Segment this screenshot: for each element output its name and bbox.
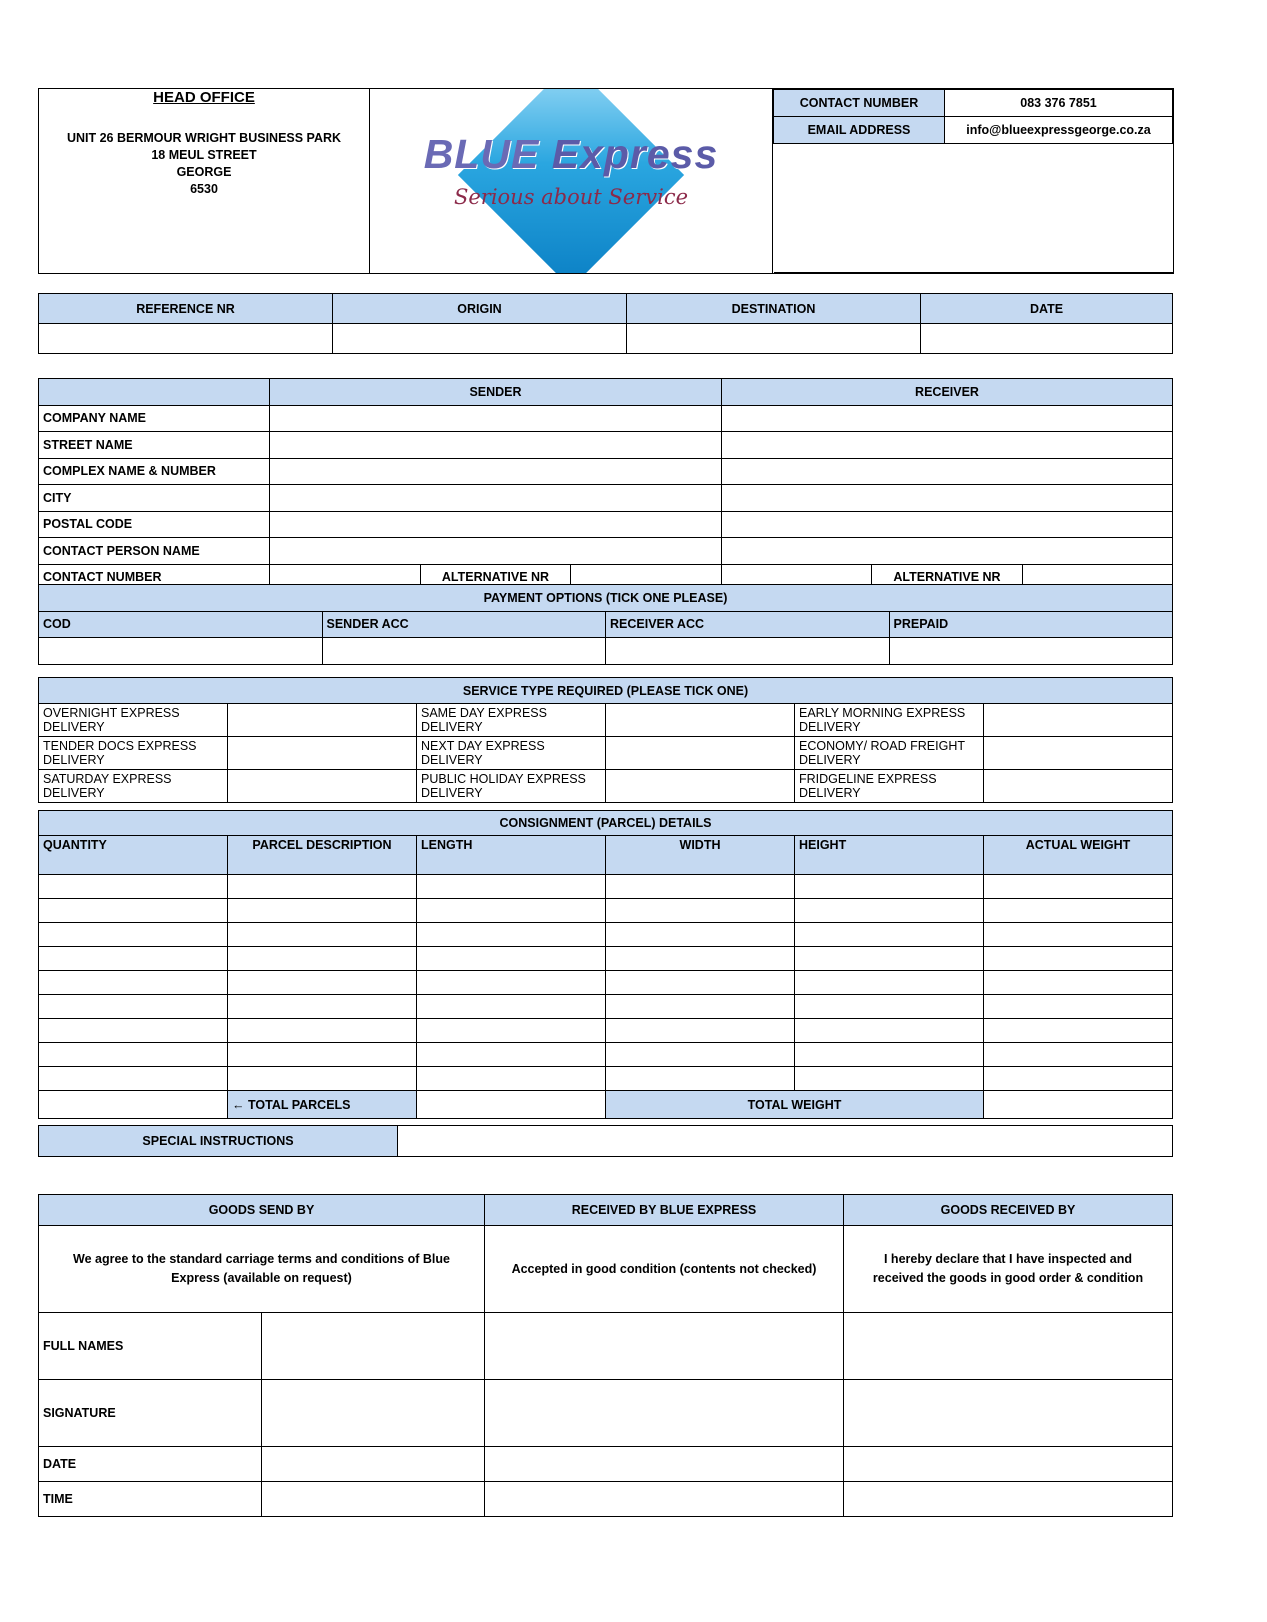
cell-width[interactable] <box>606 971 795 995</box>
cell-length[interactable] <box>417 995 606 1019</box>
logo-brand-secondary: Express <box>551 131 719 177</box>
sender-postal-code-field[interactable] <box>270 511 722 538</box>
cell-length[interactable] <box>417 947 606 971</box>
parties-header-row <box>39 379 1173 406</box>
table-row <box>39 1067 1173 1091</box>
service-economy-tickbox[interactable] <box>984 737 1173 770</box>
head-office-block <box>39 89 370 274</box>
company-name-row <box>39 405 1173 432</box>
payment-option-sender-acc-label: SENDER ACC <box>322 611 606 638</box>
cell-length[interactable] <box>417 1067 606 1091</box>
cell-width[interactable] <box>606 1019 795 1043</box>
reference-nr-field[interactable] <box>39 324 333 354</box>
payment-label-row <box>39 611 1173 638</box>
cell-description[interactable] <box>228 1019 417 1043</box>
origin-header: ORIGIN <box>333 294 627 324</box>
column-height: HEIGHT <box>795 836 984 875</box>
parties-section <box>38 378 1173 591</box>
address-line-3: GEORGE <box>176 165 232 179</box>
column-width: WIDTH <box>606 836 795 875</box>
cell-actual-weight[interactable] <box>984 923 1173 947</box>
address-line-1: UNIT 26 BERMOUR WRIGHT BUSINESS PARK <box>66 131 342 145</box>
origin-field[interactable] <box>333 324 627 354</box>
sender-city-field[interactable] <box>270 485 722 512</box>
cell-quantity[interactable] <box>39 899 228 923</box>
full-names-sender-field[interactable] <box>262 1313 485 1380</box>
logo-wordmark <box>370 131 772 178</box>
table-row <box>39 1043 1173 1067</box>
contact-block <box>773 89 1174 274</box>
payment-title: PAYMENT OPTIONS (TICK ONE PLEASE) <box>39 585 1173 612</box>
cell-length[interactable] <box>417 875 606 899</box>
cell-quantity[interactable] <box>39 995 228 1019</box>
column-length: LENGTH <box>417 836 606 875</box>
cell-height[interactable] <box>795 1043 984 1067</box>
cell-length[interactable] <box>417 923 606 947</box>
cell-actual-weight[interactable] <box>984 971 1173 995</box>
service-economy-label: ECONOMY/ ROAD FREIGHT DELIVERY <box>795 737 984 770</box>
cell-height[interactable] <box>795 923 984 947</box>
cell-height[interactable] <box>795 1019 984 1043</box>
service-overnight-tickbox[interactable] <box>228 704 417 737</box>
goods-received-by-terms: I hereby declare that I have inspected and received the goods in good order & condition <box>844 1226 1173 1313</box>
column-parcel-description: PARCEL DESCRIPTION <box>228 836 417 875</box>
head-office-title: HEAD OFFICE <box>153 89 255 106</box>
postal-code-label: POSTAL CODE <box>39 511 270 538</box>
cell-actual-weight[interactable] <box>984 899 1173 923</box>
contact-number-label: CONTACT NUMBER <box>774 90 945 117</box>
received-by-blue-express-terms: Accepted in good condition (contents not checked) <box>485 1226 844 1313</box>
address-line-4: 6530 <box>190 182 218 196</box>
reference-nr-header: REFERENCE NR <box>39 294 333 324</box>
payment-title-row <box>39 585 1173 612</box>
contact-person-label: CONTACT PERSON NAME <box>39 538 270 565</box>
signature-header-row <box>39 1195 1173 1226</box>
table-row <box>39 923 1173 947</box>
goods-received-by-header: GOODS RECEIVED BY <box>844 1195 1173 1226</box>
cell-height[interactable] <box>795 1067 984 1091</box>
payment-receiver-acc-tickbox[interactable] <box>606 638 890 665</box>
cell-width[interactable] <box>606 947 795 971</box>
total-parcels-value[interactable] <box>39 1091 228 1119</box>
street-name-label: STREET NAME <box>39 432 270 459</box>
cell-height[interactable] <box>795 947 984 971</box>
cell-description[interactable] <box>228 875 417 899</box>
service-next-day-tickbox[interactable] <box>606 737 795 770</box>
logo-brand-primary: BLUE <box>423 131 540 177</box>
sender-company-name-field[interactable] <box>270 405 722 432</box>
cell-actual-weight[interactable] <box>984 995 1173 1019</box>
service-title: SERVICE TYPE REQUIRED (PLEASE TICK ONE) <box>39 678 1173 704</box>
consignment-section <box>38 810 1173 1119</box>
cell-quantity[interactable] <box>39 1067 228 1091</box>
contact-number-row <box>774 90 1173 117</box>
sender-header: SENDER <box>270 379 722 406</box>
date-receiver-field[interactable] <box>844 1447 1173 1482</box>
cell-description[interactable] <box>228 971 417 995</box>
service-tender-docs-label: TENDER DOCS EXPRESS DELIVERY <box>39 737 228 770</box>
receiver-company-name-field[interactable] <box>722 405 1173 432</box>
table-row <box>39 995 1173 1019</box>
cell-description[interactable] <box>228 1043 417 1067</box>
cell-width[interactable] <box>606 875 795 899</box>
cell-actual-weight[interactable] <box>984 947 1173 971</box>
service-public-holiday-label: PUBLIC HOLIDAY EXPRESS DELIVERY <box>417 770 606 803</box>
table-row <box>39 971 1173 995</box>
cell-height[interactable] <box>795 875 984 899</box>
signature-sender-field[interactable] <box>262 1380 485 1447</box>
company-name-label: COMPANY NAME <box>39 405 270 432</box>
cell-width[interactable] <box>606 899 795 923</box>
full-names-row <box>39 1313 1173 1380</box>
destination-field[interactable] <box>627 324 921 354</box>
receiver-complex-field[interactable] <box>722 458 1173 485</box>
service-title-row <box>39 678 1173 704</box>
service-fridgeline-label: FRIDGELINE EXPRESS DELIVERY <box>795 770 984 803</box>
cell-description[interactable] <box>228 1067 417 1091</box>
cell-length[interactable] <box>417 1019 606 1043</box>
date-sender-field[interactable] <box>262 1447 485 1482</box>
cell-height[interactable] <box>795 995 984 1019</box>
date-courier-field[interactable] <box>485 1447 844 1482</box>
service-saturday-label: SATURDAY EXPRESS DELIVERY <box>39 770 228 803</box>
consignment-column-header-row <box>39 836 1173 875</box>
sender-complex-field[interactable] <box>270 458 722 485</box>
special-instructions-row <box>39 1126 1173 1157</box>
payment-tick-row <box>39 638 1173 665</box>
payment-option-prepaid-label: PREPAID <box>889 611 1173 638</box>
goods-send-by-header: GOODS SEND BY <box>39 1195 485 1226</box>
contact-blank-cell[interactable] <box>774 144 1173 273</box>
receiver-alternative-nr-label: ALTERNATIVE NR <box>872 564 1022 591</box>
cell-actual-weight[interactable] <box>984 875 1173 899</box>
table-row <box>39 875 1173 899</box>
payment-sender-acc-tickbox[interactable] <box>322 638 606 665</box>
city-label: CITY <box>39 485 270 512</box>
cell-width[interactable] <box>606 923 795 947</box>
full-names-courier-field[interactable] <box>485 1313 844 1380</box>
special-instructions-field[interactable] <box>398 1126 1173 1157</box>
signature-terms-row <box>39 1226 1173 1313</box>
service-next-day-label: NEXT DAY EXPRESS DELIVERY <box>417 737 606 770</box>
city-row <box>39 485 1173 512</box>
table-row <box>39 947 1173 971</box>
time-receiver-field[interactable] <box>844 1482 1173 1517</box>
cell-description[interactable] <box>228 995 417 1019</box>
service-public-holiday-tickbox[interactable] <box>606 770 795 803</box>
signature-row <box>39 1380 1173 1447</box>
column-quantity: QUANTITY <box>39 836 228 875</box>
service-early-morning-label: EARLY MORNING EXPRESS DELIVERY <box>795 704 984 737</box>
cell-length[interactable] <box>417 971 606 995</box>
payment-option-receiver-acc-label: RECEIVER ACC <box>606 611 890 638</box>
total-parcels-label: ← TOTAL PARCELS <box>228 1091 417 1119</box>
service-type-section <box>38 677 1173 803</box>
contact-number-label: CONTACT NUMBER <box>39 564 270 591</box>
cell-description[interactable] <box>228 947 417 971</box>
date-field[interactable] <box>921 324 1173 354</box>
cell-width[interactable] <box>606 1043 795 1067</box>
cell-description[interactable] <box>228 923 417 947</box>
signatures-section <box>38 1194 1173 1517</box>
service-fridgeline-tickbox[interactable] <box>984 770 1173 803</box>
time-sender-field[interactable] <box>262 1482 485 1517</box>
sender-street-name-field[interactable] <box>270 432 722 459</box>
destination-header: DESTINATION <box>627 294 921 324</box>
date-label: DATE <box>39 1447 262 1482</box>
total-weight-value[interactable] <box>984 1091 1173 1119</box>
signature-courier-field[interactable] <box>485 1380 844 1447</box>
street-name-row <box>39 432 1173 459</box>
time-label: TIME <box>39 1482 262 1517</box>
service-saturday-tickbox[interactable] <box>228 770 417 803</box>
complex-label: COMPLEX NAME & NUMBER <box>39 458 270 485</box>
cell-description[interactable] <box>228 899 417 923</box>
sender-alternative-nr-label: ALTERNATIVE NR <box>420 564 571 591</box>
date-header: DATE <box>921 294 1173 324</box>
consignment-title: CONSIGNMENT (PARCEL) DETAILS <box>39 811 1173 836</box>
postal-code-row <box>39 511 1173 538</box>
receiver-header: RECEIVER <box>722 379 1173 406</box>
receiver-city-field[interactable] <box>722 485 1173 512</box>
table-row <box>39 1019 1173 1043</box>
signature-label: SIGNATURE <box>39 1380 262 1447</box>
cell-actual-weight[interactable] <box>984 1043 1173 1067</box>
service-same-day-label: SAME DAY EXPRESS DELIVERY <box>417 704 606 737</box>
diamond-shape-icon <box>458 89 684 274</box>
payment-option-cod-label: COD <box>39 611 323 638</box>
time-courier-field[interactable] <box>485 1482 844 1517</box>
special-instructions-section <box>38 1125 1173 1157</box>
cell-quantity[interactable] <box>39 971 228 995</box>
cell-quantity[interactable] <box>39 1043 228 1067</box>
cell-width[interactable] <box>606 1067 795 1091</box>
service-same-day-tickbox[interactable] <box>606 704 795 737</box>
total-weight-label: TOTAL WEIGHT <box>606 1091 984 1119</box>
full-names-label: FULL NAMES <box>39 1313 262 1380</box>
consignment-title-row <box>39 811 1173 836</box>
cell-actual-weight[interactable] <box>984 1067 1173 1091</box>
company-logo <box>370 89 773 274</box>
service-early-morning-tickbox[interactable] <box>984 704 1173 737</box>
cell-width[interactable] <box>606 995 795 1019</box>
received-by-blue-express-header: RECEIVED BY BLUE EXPRESS <box>485 1195 844 1226</box>
contact-blank-row <box>774 144 1173 273</box>
cell-height[interactable] <box>795 971 984 995</box>
receiver-contact-person-field[interactable] <box>722 538 1173 565</box>
reference-section <box>38 293 1173 354</box>
logo-slogan: Serious about Service <box>453 185 689 209</box>
date-row <box>39 1447 1173 1482</box>
document-header <box>38 88 1173 274</box>
reference-header-row <box>39 294 1173 324</box>
cell-quantity[interactable] <box>39 875 228 899</box>
cell-quantity[interactable] <box>39 923 228 947</box>
email-label: EMAIL ADDRESS <box>774 117 945 144</box>
service-tender-docs-tickbox[interactable] <box>228 737 417 770</box>
cell-quantity[interactable] <box>39 1019 228 1043</box>
sender-contact-person-field[interactable] <box>270 538 722 565</box>
address-line-2: 18 MEUL STREET <box>151 148 257 162</box>
complex-row <box>39 458 1173 485</box>
contact-person-row <box>39 538 1173 565</box>
service-row-3 <box>39 770 1173 803</box>
email-value: info@blueexpressgeorge.co.za <box>945 117 1173 144</box>
contact-number-value: 083 376 7851 <box>945 90 1173 117</box>
cell-actual-weight[interactable] <box>984 1019 1173 1043</box>
payment-cod-tickbox[interactable] <box>39 638 323 665</box>
cell-length[interactable] <box>417 1043 606 1067</box>
signature-receiver-field[interactable] <box>844 1380 1173 1447</box>
receiver-street-name-field[interactable] <box>722 432 1173 459</box>
payment-options-section <box>38 584 1173 665</box>
cell-height[interactable] <box>795 899 984 923</box>
special-instructions-label: SPECIAL INSTRUCTIONS <box>39 1126 398 1157</box>
time-row <box>39 1482 1173 1517</box>
payment-prepaid-tickbox[interactable] <box>889 638 1173 665</box>
service-overnight-label: OVERNIGHT EXPRESS DELIVERY <box>39 704 228 737</box>
full-names-receiver-field[interactable] <box>844 1313 1173 1380</box>
service-row-2 <box>39 737 1173 770</box>
cell-quantity[interactable] <box>39 947 228 971</box>
column-actual-weight: ACTUAL WEIGHT <box>984 836 1173 875</box>
table-row <box>39 899 1173 923</box>
cell-length[interactable] <box>417 899 606 923</box>
reference-value-row <box>39 324 1173 354</box>
service-row-1 <box>39 704 1173 737</box>
goods-send-by-terms: We agree to the standard carriage terms and conditions of Blue Express (available on request) <box>39 1226 485 1313</box>
email-row <box>774 117 1173 144</box>
parties-corner-cell <box>39 379 270 406</box>
total-length-spacer <box>417 1091 606 1119</box>
totals-row <box>39 1091 1173 1119</box>
receiver-postal-code-field[interactable] <box>722 511 1173 538</box>
